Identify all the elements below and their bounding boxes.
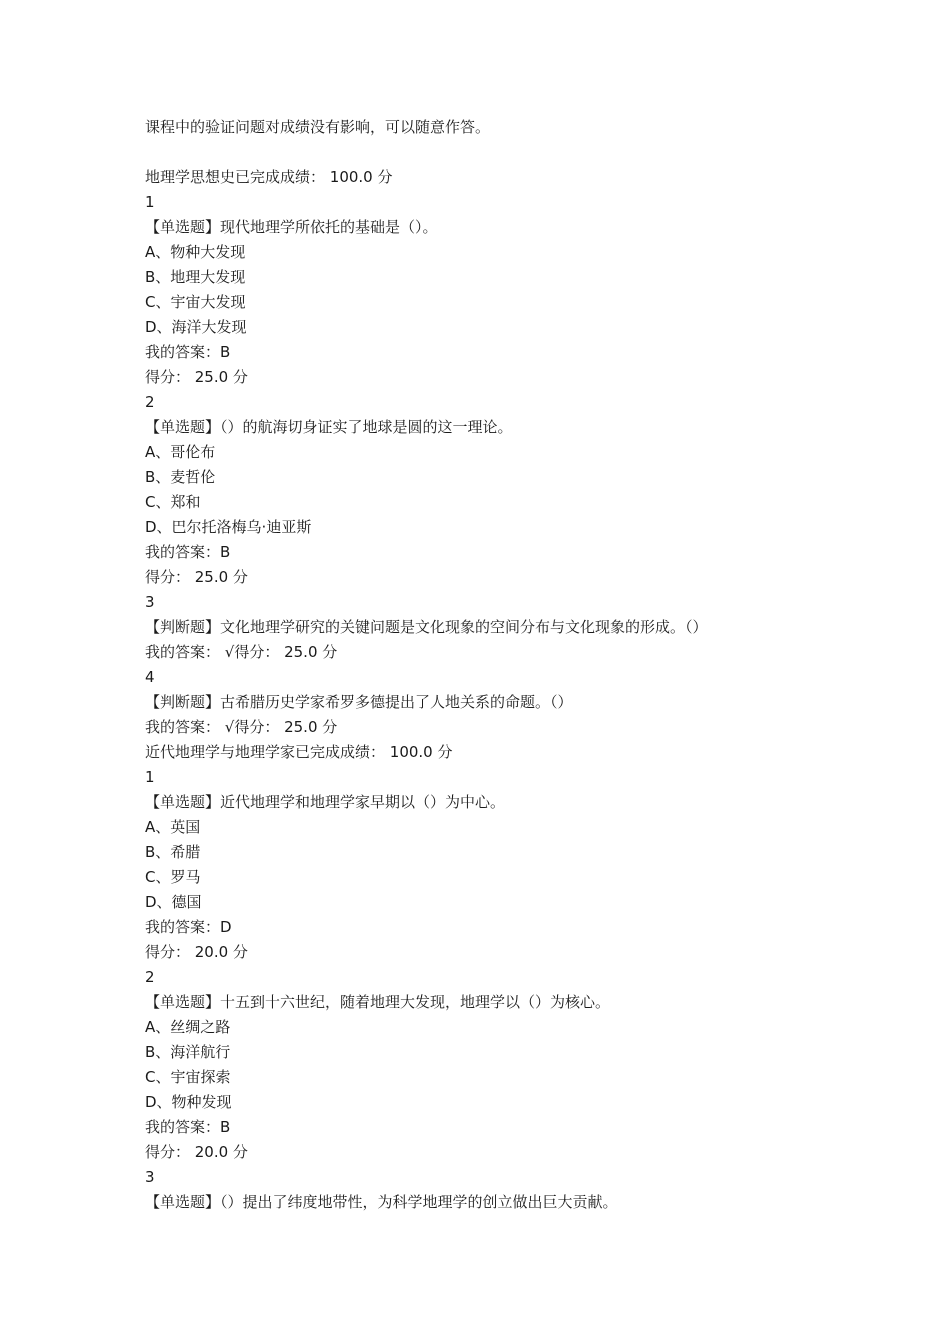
question-stem: 【单选题】十五到十六世纪，随着地理大发现，地理学以（）为核心。 [145,993,611,1011]
question-number: 3 [145,593,155,611]
question [145,765,845,965]
option: B、希腊 [145,843,201,861]
question-stem: 【单选题】（）提出了纬度地带性，为科学地理学的创立做出巨大贡献。 [145,1193,618,1211]
score: 得分： 25.0 分 [145,568,248,586]
document-page [145,115,845,1215]
score: 得分： 20.0 分 [145,943,248,961]
option: A、英国 [145,818,201,836]
question-stem: 【判断题】古希腊历史学家希罗多德提出了人地关系的命题。（） [145,693,573,711]
option: D、海洋大发现 [145,318,247,336]
question-stem: 【判断题】文化地理学研究的关键问题是文化现象的空间分布与文化现象的形成。（） [145,618,708,636]
option: A、物种大发现 [145,243,246,261]
question-number: 3 [145,1168,155,1186]
option: D、物种发现 [145,1093,232,1111]
option: D、巴尔托洛梅乌·迪亚斯 [145,518,312,536]
option: D、德国 [145,893,202,911]
question [145,665,845,740]
question-number: 2 [145,968,155,986]
section [145,740,845,1215]
option: B、地理大发现 [145,268,246,286]
question-stem: 【单选题】现代地理学所依托的基础是（）。 [145,218,438,236]
question-stem: 【单选题】（）的航海切身证实了地球是圆的这一理论。 [145,418,513,436]
score: 得分： 20.0 分 [145,1143,248,1161]
notice-text: 课程中的验证问题对成绩没有影响，可以随意作答。 [145,118,491,136]
question-number: 2 [145,393,155,411]
question [145,390,845,590]
question-number: 4 [145,668,155,686]
option: C、宇宙探索 [145,1068,231,1086]
option: C、郑和 [145,493,201,511]
question [145,1165,845,1215]
question [145,965,845,1165]
section [145,165,845,740]
score: 得分： 25.0 分 [145,368,248,386]
question-number: 1 [145,768,155,786]
answer-and-score: 我的答案： √得分： 25.0 分 [145,643,338,661]
option: B、海洋航行 [145,1043,231,1061]
my-answer: 我的答案：B [145,543,231,561]
option: A、丝绸之路 [145,1018,231,1036]
question [145,190,845,390]
answer-and-score: 我的答案： √得分： 25.0 分 [145,718,338,736]
my-answer: 我的答案：B [145,343,231,361]
question [145,590,845,665]
my-answer: 我的答案：D [145,918,232,936]
option: B、麦哲伦 [145,468,216,486]
option: C、罗马 [145,868,201,886]
option: C、宇宙大发现 [145,293,246,311]
option: A、哥伦布 [145,443,216,461]
question-number: 1 [145,193,155,211]
question-stem: 【单选题】近代地理学和地理学家早期以（）为中心。 [145,793,506,811]
section-header: 地理学思想史已完成成绩： 100.0 分 [145,168,393,186]
section-header: 近代地理学与地理学家已完成成绩： 100.0 分 [145,743,453,761]
my-answer: 我的答案：B [145,1118,231,1136]
